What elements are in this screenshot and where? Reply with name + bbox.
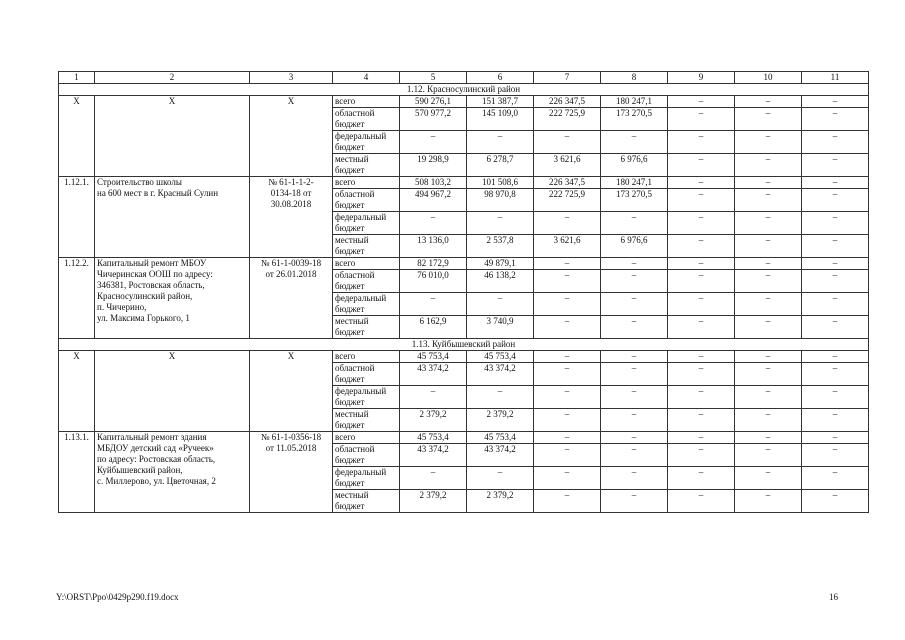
value-cell: – xyxy=(735,189,802,212)
value-cell: – xyxy=(802,235,869,258)
value-cell: – xyxy=(735,351,802,363)
value-cell: – xyxy=(802,212,869,235)
budget-category: федеральный бюджет xyxy=(333,293,400,316)
item-number: 1.12.2. xyxy=(59,258,95,339)
value-cell: – xyxy=(735,316,802,339)
budget-category: всего xyxy=(333,351,400,363)
budget-category: федеральный бюджет xyxy=(333,212,400,235)
value-cell: 226 347,5 xyxy=(534,96,601,108)
value-cell: – xyxy=(802,154,869,177)
value-cell: – xyxy=(534,409,601,432)
value-cell: – xyxy=(802,131,869,154)
value-cell: – xyxy=(467,131,534,154)
value-cell: 151 387,7 xyxy=(467,96,534,108)
value-cell: – xyxy=(601,409,668,432)
col-header: 4 xyxy=(333,72,400,84)
item-number: 1.13.1. xyxy=(59,432,95,513)
value-cell: – xyxy=(601,351,668,363)
budget-category: всего xyxy=(333,258,400,270)
value-cell: – xyxy=(668,351,735,363)
value-cell: 3 740,9 xyxy=(467,316,534,339)
value-cell: 508 103,2 xyxy=(400,177,467,189)
budget-category: местный бюджет xyxy=(333,316,400,339)
value-cell: – xyxy=(735,444,802,467)
x-mark: Х xyxy=(250,351,333,432)
value-cell: 6 976,6 xyxy=(601,235,668,258)
item-number: 1.12.1. xyxy=(59,177,95,258)
budget-category: областной бюджет xyxy=(333,270,400,293)
value-cell: 43 374,2 xyxy=(400,444,467,467)
x-mark: Х xyxy=(250,96,333,177)
budget-category: областной бюджет xyxy=(333,108,400,131)
value-cell: 101 508,6 xyxy=(467,177,534,189)
value-cell: 3 621,6 xyxy=(534,235,601,258)
value-cell: – xyxy=(668,177,735,189)
budget-category: областной бюджет xyxy=(333,444,400,467)
value-cell: – xyxy=(735,293,802,316)
value-cell: 222 725,9 xyxy=(534,108,601,131)
value-cell: – xyxy=(601,386,668,409)
value-cell: – xyxy=(601,316,668,339)
budget-table xyxy=(58,71,869,513)
value-cell: – xyxy=(601,293,668,316)
value-cell: 180 247,1 xyxy=(601,177,668,189)
value-cell: – xyxy=(668,490,735,513)
value-cell: – xyxy=(735,409,802,432)
value-cell: 3 621,6 xyxy=(534,154,601,177)
budget-category: областной бюджет xyxy=(333,189,400,212)
value-cell: 145 109,0 xyxy=(467,108,534,131)
value-cell: – xyxy=(802,108,869,131)
budget-category: всего xyxy=(333,177,400,189)
value-cell: – xyxy=(534,467,601,490)
value-cell: – xyxy=(735,270,802,293)
value-cell: 6 976,6 xyxy=(601,154,668,177)
value-cell: – xyxy=(601,432,668,444)
col-header: 3 xyxy=(250,72,333,84)
x-mark: Х xyxy=(59,96,95,177)
budget-category: федеральный бюджет xyxy=(333,386,400,409)
value-cell: – xyxy=(534,363,601,386)
page-number: 16 xyxy=(829,592,838,602)
value-cell: – xyxy=(735,432,802,444)
col-header: 2 xyxy=(95,72,250,84)
value-cell: – xyxy=(668,235,735,258)
value-cell: 45 753,4 xyxy=(467,351,534,363)
value-cell: – xyxy=(735,108,802,131)
value-cell: 2 379,2 xyxy=(467,490,534,513)
value-cell: – xyxy=(601,131,668,154)
budget-category: федеральный бюджет xyxy=(333,467,400,490)
value-cell: 222 725,9 xyxy=(534,189,601,212)
value-cell: – xyxy=(735,363,802,386)
value-cell: – xyxy=(735,258,802,270)
budget-category: местный бюджет xyxy=(333,490,400,513)
value-cell: 45 753,4 xyxy=(400,432,467,444)
value-cell: – xyxy=(534,386,601,409)
budget-category: всего xyxy=(333,96,400,108)
value-cell: – xyxy=(668,189,735,212)
value-cell: – xyxy=(735,235,802,258)
value-cell: 6 162,9 xyxy=(400,316,467,339)
table-row xyxy=(59,96,869,108)
value-cell: – xyxy=(467,293,534,316)
value-cell: – xyxy=(668,386,735,409)
value-cell: – xyxy=(735,154,802,177)
col-header: 5 xyxy=(400,72,467,84)
value-cell: – xyxy=(668,96,735,108)
x-mark: Х xyxy=(95,96,250,177)
table-row xyxy=(59,258,869,270)
budget-category: федеральный бюджет xyxy=(333,131,400,154)
col-header: 9 xyxy=(668,72,735,84)
value-cell: 49 879,1 xyxy=(467,258,534,270)
value-cell: 2 379,2 xyxy=(400,409,467,432)
budget-category: местный бюджет xyxy=(333,409,400,432)
value-cell: 46 138,2 xyxy=(467,270,534,293)
value-cell: – xyxy=(802,467,869,490)
value-cell: – xyxy=(601,467,668,490)
file-path: Y:\ORST\Ppo\0429p290.f19.docx xyxy=(56,592,179,602)
value-cell: – xyxy=(802,490,869,513)
table-row xyxy=(59,177,869,189)
value-cell: – xyxy=(400,467,467,490)
value-cell: – xyxy=(668,108,735,131)
value-cell: – xyxy=(534,432,601,444)
value-cell: – xyxy=(802,444,869,467)
value-cell: 2 379,2 xyxy=(400,490,467,513)
value-cell: – xyxy=(534,444,601,467)
value-cell: – xyxy=(601,444,668,467)
budget-category: местный бюджет xyxy=(333,235,400,258)
value-cell: – xyxy=(534,351,601,363)
value-cell: – xyxy=(802,189,869,212)
value-cell: – xyxy=(601,258,668,270)
col-header: 7 xyxy=(534,72,601,84)
value-cell: – xyxy=(601,363,668,386)
col-header: 10 xyxy=(735,72,802,84)
value-cell: – xyxy=(802,316,869,339)
doc-reference: № 61-1-1-2- 0134-18 от 30.08.2018 xyxy=(250,177,333,258)
value-cell: – xyxy=(735,131,802,154)
value-cell: – xyxy=(400,131,467,154)
value-cell: – xyxy=(802,351,869,363)
value-cell: – xyxy=(802,432,869,444)
value-cell: 82 172,9 xyxy=(400,258,467,270)
value-cell: – xyxy=(467,386,534,409)
value-cell: – xyxy=(668,293,735,316)
value-cell: – xyxy=(668,154,735,177)
value-cell: – xyxy=(400,386,467,409)
value-cell: – xyxy=(802,270,869,293)
item-name: Капитальный ремонт МБОУ Чичеринская ООШ по адресу: 346381, Ростовская область, Красносулинский район, п. Чичерино, ул. Максима Горького, 1 xyxy=(95,258,250,339)
value-cell: – xyxy=(601,212,668,235)
item-name: Капитальный ремонт здания МБДОУ детский сад «Ручеек» по адресу: Ростовская область, Куйбышевский район, с. Миллерово, ул. Цветочная, 2 xyxy=(95,432,250,513)
x-mark: Х xyxy=(95,351,250,432)
value-cell: – xyxy=(735,177,802,189)
value-cell: – xyxy=(534,212,601,235)
value-cell: 6 278,7 xyxy=(467,154,534,177)
item-name: Строительство школы на 600 мест в г. Красный Сулин xyxy=(95,177,250,258)
value-cell: – xyxy=(668,131,735,154)
value-cell: – xyxy=(467,467,534,490)
value-cell: – xyxy=(735,212,802,235)
value-cell: 43 374,2 xyxy=(467,363,534,386)
value-cell: – xyxy=(668,270,735,293)
value-cell: 2 537,8 xyxy=(467,235,534,258)
value-cell: – xyxy=(802,258,869,270)
value-cell: – xyxy=(601,490,668,513)
column-number-row xyxy=(59,72,869,84)
value-cell: – xyxy=(668,409,735,432)
value-cell: – xyxy=(802,363,869,386)
value-cell: – xyxy=(534,490,601,513)
table-row xyxy=(59,432,869,444)
value-cell: 43 374,2 xyxy=(400,363,467,386)
col-header: 11 xyxy=(802,72,869,84)
value-cell: 494 967,2 xyxy=(400,189,467,212)
value-cell: 173 270,5 xyxy=(601,108,668,131)
value-cell: – xyxy=(467,212,534,235)
value-cell: – xyxy=(534,293,601,316)
value-cell: – xyxy=(735,467,802,490)
value-cell: – xyxy=(802,409,869,432)
col-header: 1 xyxy=(59,72,95,84)
doc-reference: № 61-1-0356-18 от 11.05.2018 xyxy=(250,432,333,513)
value-cell: – xyxy=(735,490,802,513)
value-cell: – xyxy=(400,293,467,316)
value-cell: 43 374,2 xyxy=(467,444,534,467)
value-cell: – xyxy=(802,96,869,108)
value-cell: 76 010,0 xyxy=(400,270,467,293)
value-cell: – xyxy=(534,258,601,270)
value-cell: 590 276,1 xyxy=(400,96,467,108)
value-cell: – xyxy=(668,316,735,339)
section-header-row xyxy=(59,84,869,96)
value-cell: – xyxy=(534,270,601,293)
value-cell: – xyxy=(534,316,601,339)
value-cell: 19 298,9 xyxy=(400,154,467,177)
section-title: 1.12. Красносулинский район xyxy=(59,84,869,96)
value-cell: 2 379,2 xyxy=(467,409,534,432)
value-cell: 98 970,8 xyxy=(467,189,534,212)
budget-category: всего xyxy=(333,432,400,444)
value-cell: – xyxy=(668,444,735,467)
budget-category: местный бюджет xyxy=(333,154,400,177)
section-title: 1.13. Куйбышевский район xyxy=(59,339,869,351)
value-cell: 570 977,2 xyxy=(400,108,467,131)
value-cell: – xyxy=(802,177,869,189)
value-cell: 226 347,5 xyxy=(534,177,601,189)
value-cell: 13 136,0 xyxy=(400,235,467,258)
value-cell: – xyxy=(668,432,735,444)
value-cell: – xyxy=(735,386,802,409)
value-cell: – xyxy=(802,386,869,409)
value-cell: – xyxy=(802,293,869,316)
value-cell: – xyxy=(601,270,668,293)
value-cell: 45 753,4 xyxy=(400,351,467,363)
value-cell: – xyxy=(668,363,735,386)
value-cell: – xyxy=(668,212,735,235)
col-header: 6 xyxy=(467,72,534,84)
value-cell: 45 753,4 xyxy=(467,432,534,444)
table-row xyxy=(59,351,869,363)
budget-category: областной бюджет xyxy=(333,363,400,386)
value-cell: – xyxy=(668,258,735,270)
col-header: 8 xyxy=(601,72,668,84)
value-cell: – xyxy=(534,131,601,154)
value-cell: – xyxy=(735,96,802,108)
value-cell: – xyxy=(668,467,735,490)
value-cell: 173 270,5 xyxy=(601,189,668,212)
section-header-row xyxy=(59,339,869,351)
value-cell: – xyxy=(400,212,467,235)
doc-reference: № 61-1-0039-18 от 26.01.2018 xyxy=(250,258,333,339)
x-mark: Х xyxy=(59,351,95,432)
value-cell: 180 247,1 xyxy=(601,96,668,108)
